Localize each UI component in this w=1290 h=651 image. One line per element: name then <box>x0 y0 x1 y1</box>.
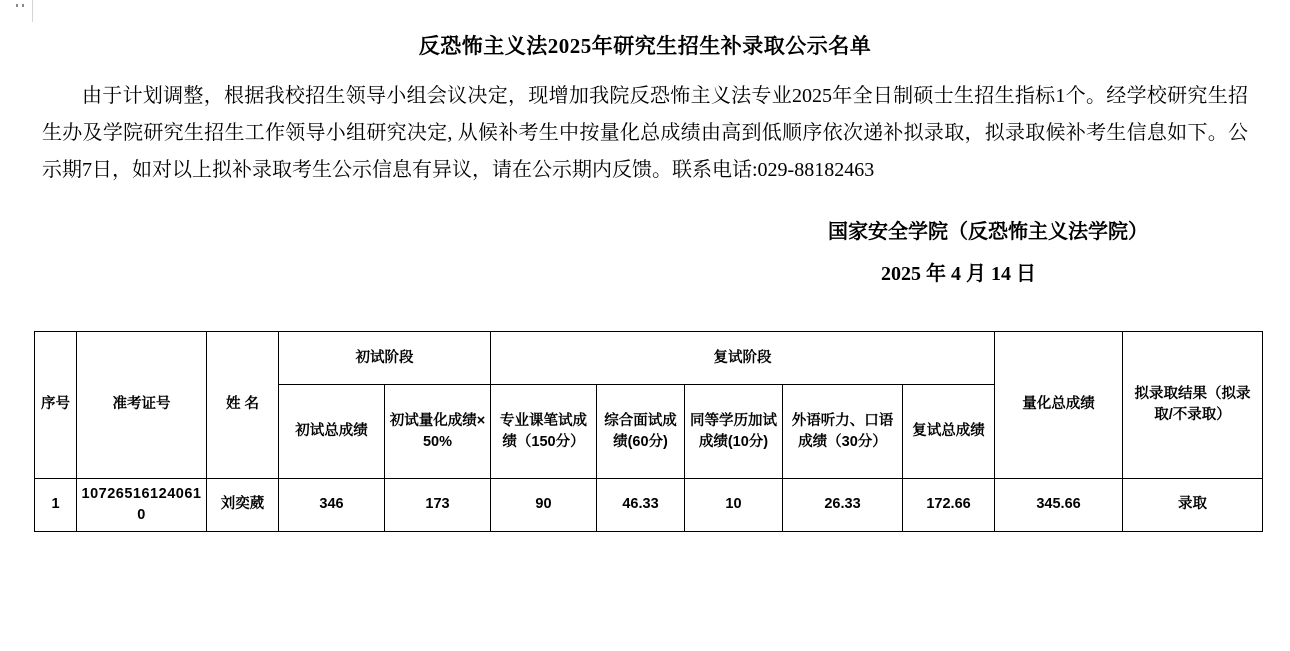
issuing-department: 国家安全学院（反恐怖主义法学院） <box>828 221 1148 243</box>
cell-major-written: 90 <box>491 479 597 532</box>
header-major-written: 专业课笔试成绩（150分） <box>491 385 597 479</box>
header-group-stage1: 初试阶段 <box>279 332 491 385</box>
header-first-total: 初试总成绩 <box>279 385 385 479</box>
issue-date: 2025 年 4 月 14 日 <box>881 263 1036 285</box>
cell-seq: 1 <box>35 479 77 532</box>
header-quant-total: 量化总成绩 <box>995 332 1123 479</box>
header-first-weighted: 初试量化成绩×50% <box>385 385 491 479</box>
header-foreign-oral: 外语听力、口语成绩（30分） <box>783 385 903 479</box>
table-header <box>35 332 1263 479</box>
table-body <box>35 479 1263 532</box>
announcement-paragraph: 由于计划调整，根据我校招生领导小组会议决定，现增加我院反恐怖主义法专业2025年全日制硕士生招生指标1个。经学校研究生招生办及学院研究生招生工作领导小组研究决定, 从候补考生中按量化总成绩由高到低顺序依次递补拟录取，拟录取候补考生信息如下。公示期7日，如对以上拟补录取考生公示信息有异议，请在公示期内反馈。联系电话:029-88182463 <box>42 85 1248 181</box>
header-exam-id: 准考证号 <box>77 332 207 479</box>
header-group-stage2: 复试阶段 <box>491 332 995 385</box>
cell-foreign-oral: 26.33 <box>783 479 903 532</box>
header-interview: 综合面试成绩(60分) <box>597 385 685 479</box>
header-seq: 序号 <box>35 332 77 479</box>
cell-interview: 46.33 <box>597 479 685 532</box>
cell-first-total: 346 <box>279 479 385 532</box>
header-result: 拟录取结果（拟录取/不录取） <box>1123 332 1263 479</box>
cell-exam-id: 107265161240610 <box>77 479 207 532</box>
admission-result-table <box>34 331 1263 532</box>
header-equivalent: 同等学历加试成绩(10分) <box>685 385 783 479</box>
signature-block <box>34 211 1148 295</box>
corner-marks <box>16 4 56 18</box>
cell-result: 录取 <box>1123 479 1263 532</box>
left-margin-rule <box>32 0 33 22</box>
header-retest-total: 复试总成绩 <box>903 385 995 479</box>
corner-mark-2 <box>22 4 24 7</box>
header-name: 姓 名 <box>207 332 279 479</box>
table-row <box>35 479 1263 532</box>
cell-equivalent: 10 <box>685 479 783 532</box>
cell-first-weighted: 173 <box>385 479 491 532</box>
cell-name: 刘奕葳 <box>207 479 279 532</box>
cell-quant-total: 345.66 <box>995 479 1123 532</box>
cell-retest-total: 172.66 <box>903 479 995 532</box>
corner-mark-1 <box>16 4 18 7</box>
page-title: 反恐怖主义法2025年研究生招生补录取公示名单 <box>418 34 872 58</box>
table-header-row-group <box>35 332 1263 385</box>
